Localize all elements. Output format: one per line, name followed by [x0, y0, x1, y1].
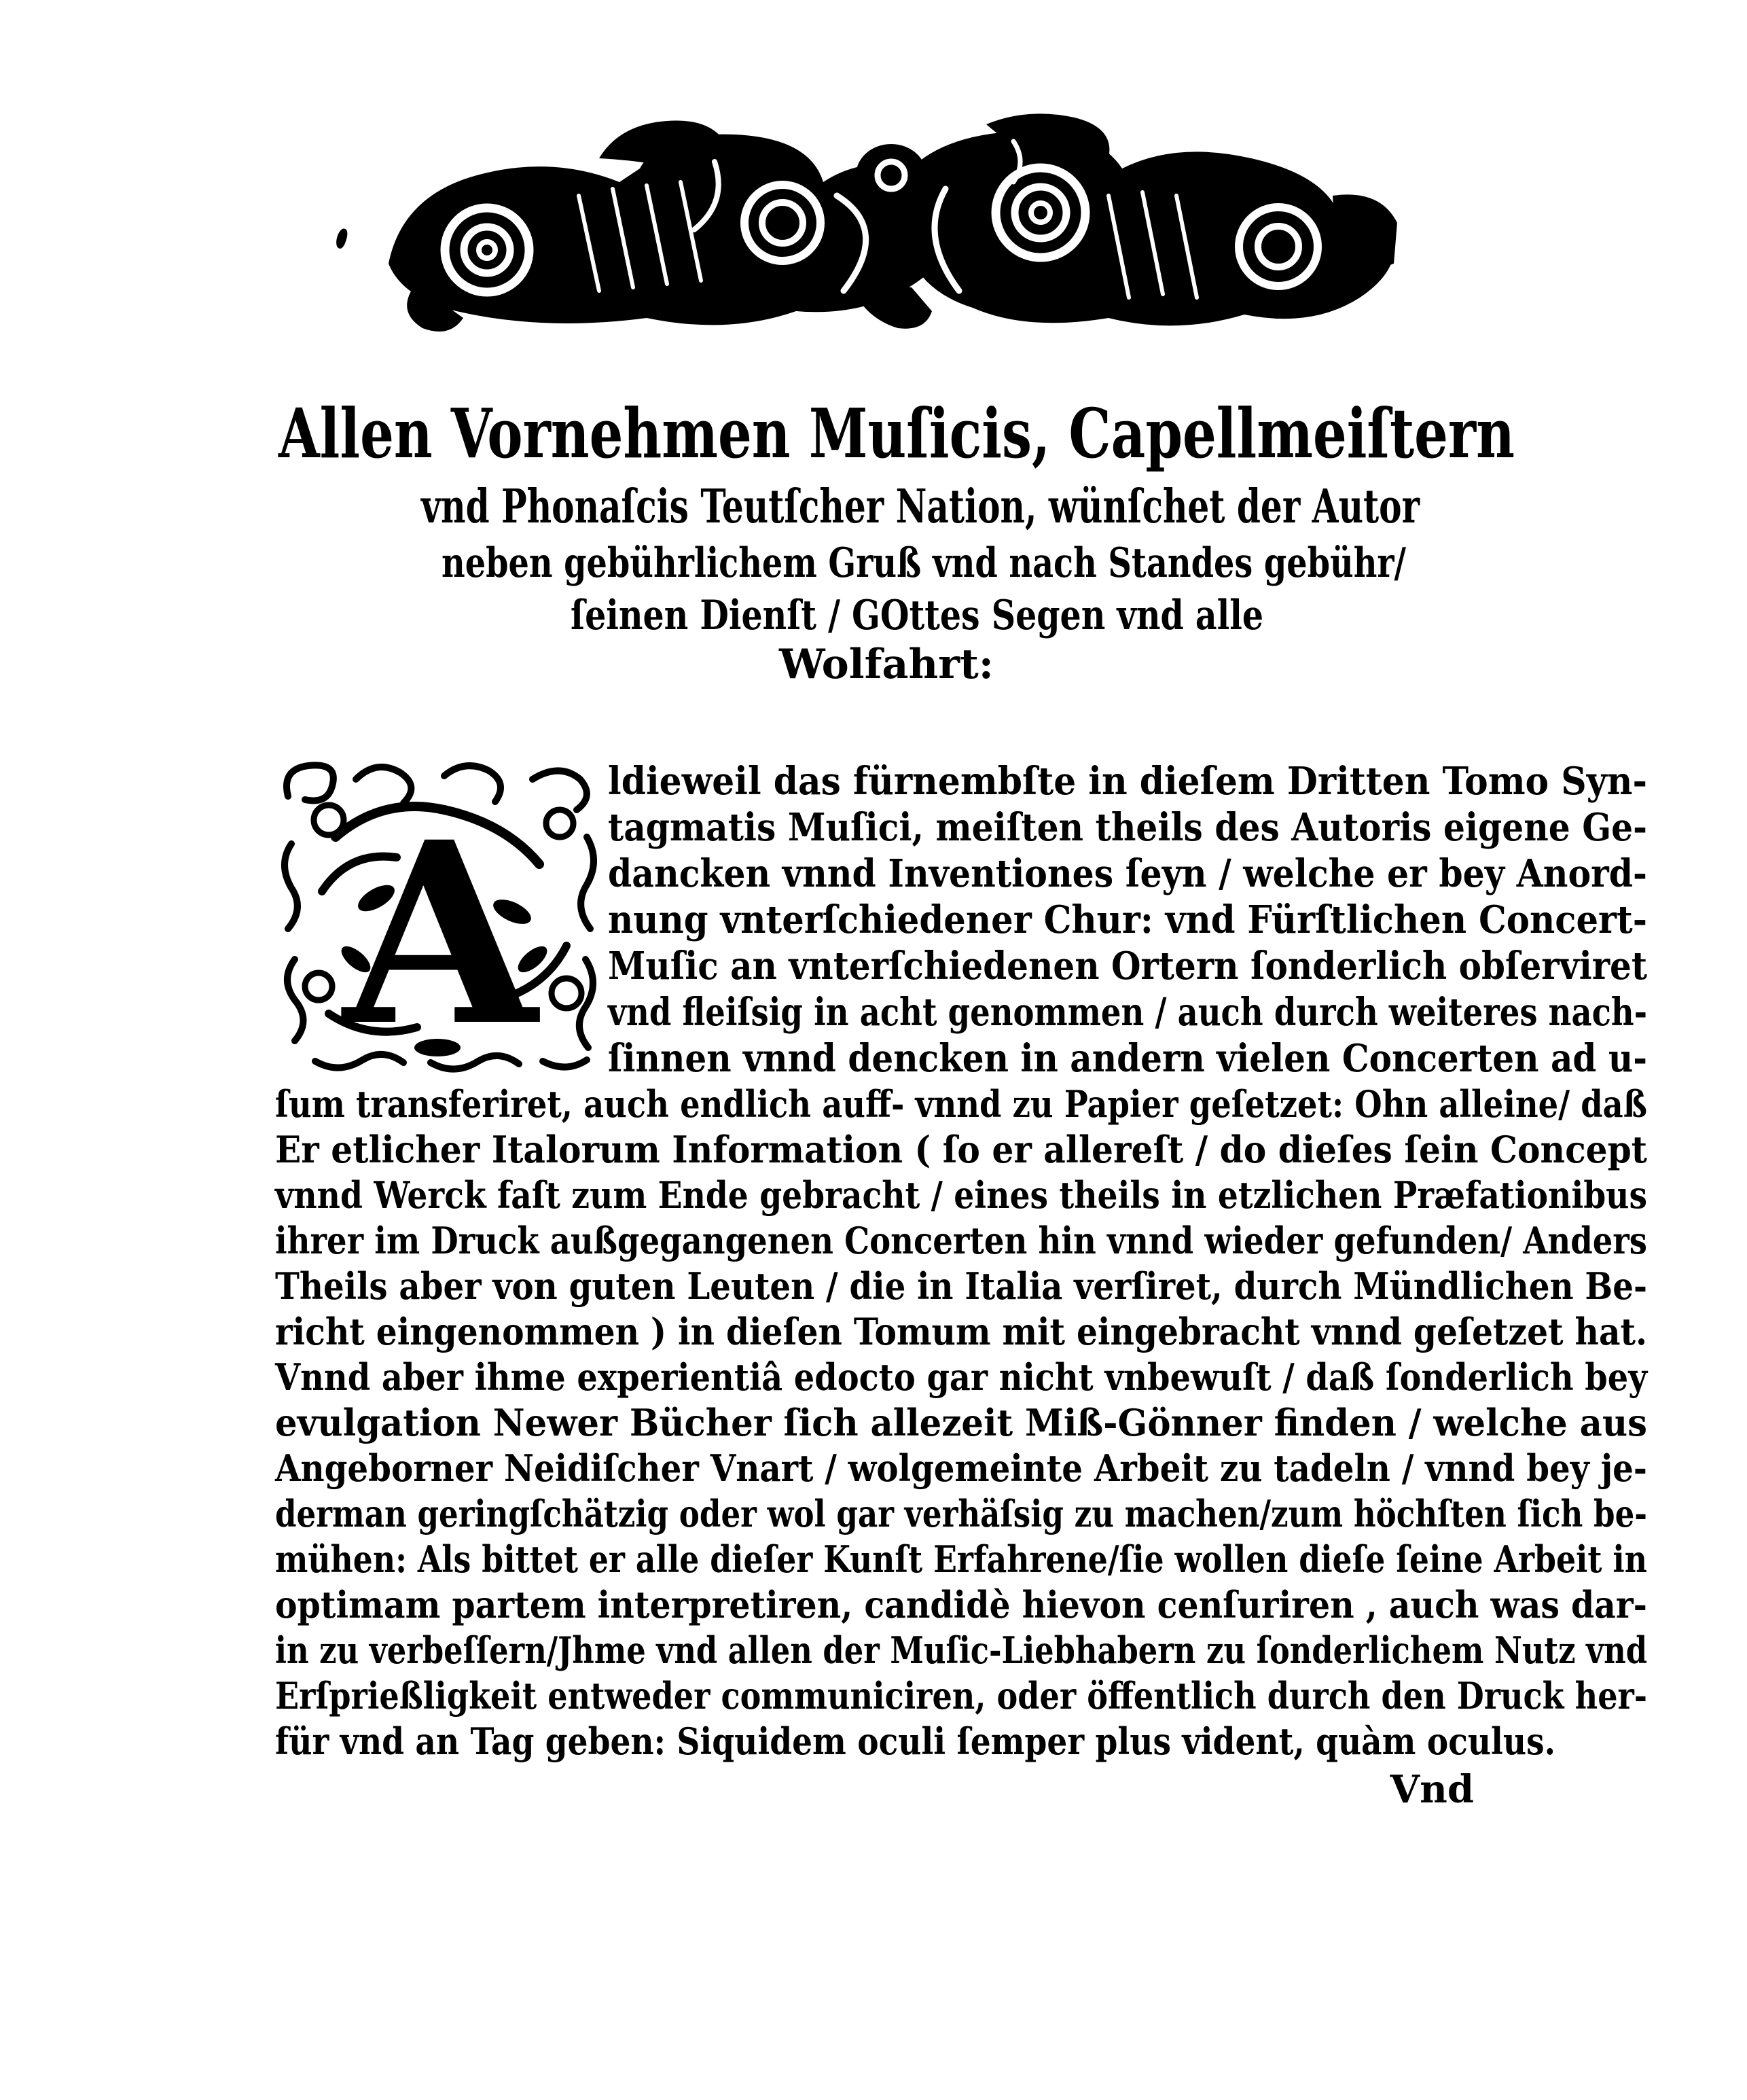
catchword-text: Vnd — [1390, 1767, 1474, 1812]
heading-line-3 — [442, 535, 1406, 591]
body-line: optimam partem interpretiren, candidè hievon cenſuriren , auch was dar- — [275, 1583, 1647, 1626]
body-line: derman geringſchätzig oder wol gar verhäſsig zu machen/zum höchſten ſich be- — [275, 1492, 1647, 1535]
body-line: evulgation Newer Bücher ſich allezeit Miß-Gönner finden / welche aus — [275, 1401, 1647, 1444]
heading-line-5-text: Wolfahrt: — [779, 641, 994, 688]
body-indented-paragraph — [608, 758, 1647, 1082]
body-line: vnnd Werck faſt zum Ende gebracht / eines theils in etzlichen Præfationibus — [275, 1173, 1647, 1217]
body-line: Erſprießligkeit entweder communiciren, oder öffentlich durch den Druck her- — [275, 1674, 1647, 1718]
headpiece-ornament — [375, 94, 1407, 344]
body-indented-line: ldieweil das fürnembſte in dieſem Dritten Tomo Syn- — [608, 759, 1647, 804]
body-line: Angeborner Neidiſcher Vnart / wolgemeinte Arbeit zu tadeln / vnnd bey je- — [275, 1446, 1647, 1490]
catchword — [1270, 1766, 1474, 1813]
drop-cap-initial: A — [343, 787, 537, 1080]
body-indented-line: tagmatis Muſici, meiſten theils des Autoris eigene Ge- — [608, 805, 1647, 850]
body-line: ihrer im Druck außgegangenen Concerten hin vnnd wieder gefunden/ Anders — [275, 1219, 1647, 1262]
body-indented-line: vnd fleiſsig in acht genommen / auch durch weiteres nach- — [608, 990, 1647, 1035]
body-indented-line: dancken vnnd Inventiones ſeyn / welche er bey Anord- — [608, 851, 1647, 896]
ink-speck-icon — [334, 228, 350, 250]
heading-line-2 — [421, 476, 1420, 538]
body-line: für vnd an Tag geben: Siquidem oculi ſemper plus vident, quàm oculus. — [275, 1720, 1555, 1763]
body-line: Vnnd aber ihme experientiâ edocto gar nicht vnbewuſt / daß ſonderlich bey — [275, 1355, 1647, 1399]
heading-line-2-text: vnd Phonaſcis Teutſcher Nation, wünſchet der Autor — [421, 480, 1420, 534]
heading-line-3-text: neben gebührlichem Gruß vnd nach Standes gebühr/ — [442, 539, 1406, 587]
heading-line-1-text: Allen Vornehmen Muſicis, Capellmeiſtern — [278, 393, 1515, 474]
heading-line-4 — [571, 588, 1263, 643]
drop-cap-block — [274, 755, 606, 1080]
body-paragraph — [275, 1082, 1647, 1764]
body-indented-line: ſinnen vnnd dencken in andern vielen Concerten ad u- — [608, 1036, 1647, 1081]
woodcut-scroll-icon — [375, 94, 1407, 344]
heading-line-4-text: ſeinen Dienſt / GOttes Segen vnd alle — [571, 592, 1263, 639]
body-line: Er etlicher Italorum Information ( ſo er allereſt / do dieſes ſein Concept — [275, 1128, 1647, 1171]
heading-line-1 — [278, 386, 1515, 481]
heading-line-5 — [779, 637, 994, 692]
body-indented-line: Muſic an vnterſchiedenen Ortern ſonderlich obſerviret — [608, 944, 1647, 989]
foliate-initial-icon — [274, 755, 606, 1080]
body-line: Theils aber von guten Leuten / die in Italia verſiret, durch Mündlichen Be- — [275, 1264, 1647, 1308]
body-line: richt eingenommen ) in dieſen Tomum mit eingebracht vnnd geſetzet hat. — [275, 1310, 1647, 1353]
body-line: in zu verbeſſern/Jhme vnd allen der Muſic-Liebhabern zu ſonderlichem Nutz vnd — [275, 1629, 1647, 1672]
body-indented-line: nung vnterſchiedener Chur: vnd Fürſtlichen Concert- — [608, 897, 1647, 942]
body-line: mühen: Als bittet er alle dieſer Kunſt Erfahrene/ſie wollen dieſe ſeine Arbeit in — [275, 1537, 1647, 1581]
body-line: ſum transferiret, auch endlich auff- vnnd zu Papier geſetzet: Ohn alleine/ daß — [275, 1082, 1647, 1126]
